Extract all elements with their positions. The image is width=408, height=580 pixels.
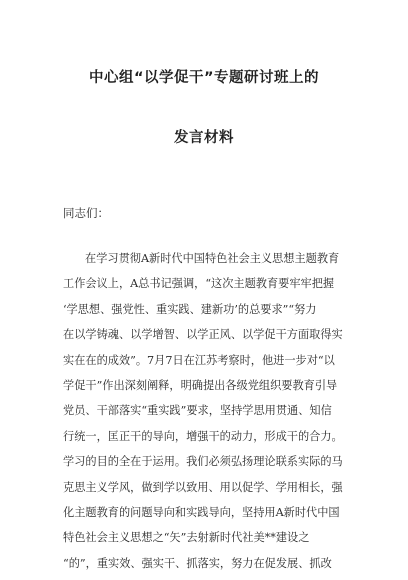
body-line: 行统一，匡正干的导向，增强干的动力，形成干的合力。	[63, 429, 343, 443]
document-title-line-1: 中心组“以学促干”专题研讨班上的	[88, 70, 320, 86]
body-line: 学促干”作出深刻阐释，明确提出各级党组织要教育引导	[63, 378, 338, 392]
body-line: ‘学思想、强党性、重实践、建新功’的总要求”“努力	[63, 302, 317, 316]
document-title-line-2: 发言材料	[174, 130, 234, 146]
body-line: 克思主义学风，做到学以致用、用以促学、学用相长，强	[63, 480, 343, 494]
body-line: 实在在的成效”。7月7日在江苏考察时，他进一步对“以	[63, 353, 335, 367]
body-line: 在以学铸魂、以学增智、以学正风、以学促干方面取得实	[63, 328, 343, 342]
salutation: 同志们：	[63, 206, 109, 220]
body-line: 学习的目的全在于运用。我们必须弘扬理论联系实际的马	[63, 455, 343, 469]
body-line: 化主题教育的问题导向和实践导向，坚持用A新时代中国	[63, 505, 340, 519]
body-line: 在学习贯彻A新时代中国特色社会主义思想主题教育	[85, 252, 340, 265]
body-paragraph	[63, 246, 353, 576]
body-line: 工作会议上，A总书记强调，“这次主题教育要牢牢把握	[63, 277, 335, 291]
body-line: 党员、干部落实“重实践”要求，坚持学思用贯通、知信	[63, 404, 332, 418]
body-line: “的”，重实效、强实干、抓落实，努力在促发展、抓改	[63, 556, 332, 570]
body-line: 特色社会主义思想之“矢”去射新时代社美**建设之	[63, 531, 310, 545]
